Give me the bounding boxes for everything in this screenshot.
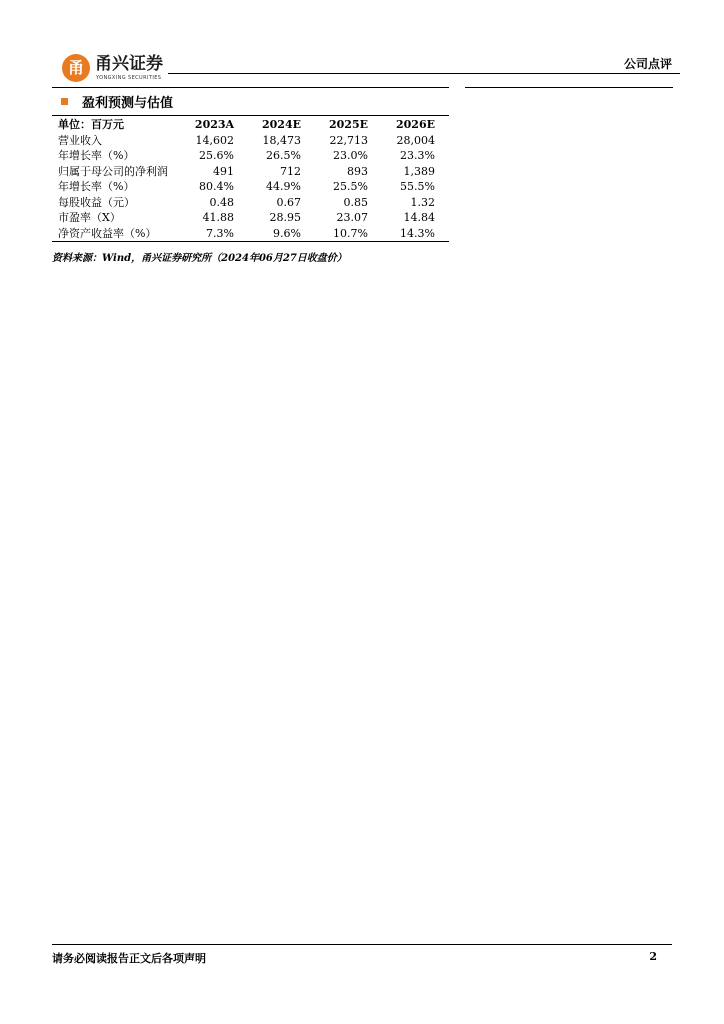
header-unit: 单位：百万元 xyxy=(58,118,124,131)
table-cell: 14,602 xyxy=(195,133,234,147)
table-cell: 18,473 xyxy=(262,133,301,147)
table-row xyxy=(52,133,449,149)
report-category: 公司点评 xyxy=(623,57,672,71)
table-row xyxy=(52,226,449,242)
company-logo xyxy=(62,54,182,84)
table-cell: 491 xyxy=(213,164,234,178)
table-source-note: 资料来源：Wind，甬兴证券研究所（2024年06月27日收盘价） xyxy=(52,253,347,264)
table-row xyxy=(52,195,449,211)
table-cell: 28,004 xyxy=(396,133,435,147)
table-row xyxy=(52,148,449,164)
table-cell: 23.0% xyxy=(333,149,368,162)
row-label: 每股收益（元） xyxy=(58,195,135,209)
footer-disclaimer: 请务必阅读报告正文后各项声明 xyxy=(52,952,206,965)
table-cell: 80.4% xyxy=(199,180,234,193)
sidebar-top-rule xyxy=(465,87,673,88)
row-label: 净资产收益率（%） xyxy=(52,226,181,242)
table-cell: 26.5% xyxy=(266,149,301,162)
header-2023a: 2023A xyxy=(194,118,235,131)
section-title-text: 盈利预测与估值 xyxy=(82,96,174,111)
footer-divider xyxy=(52,944,672,945)
row-label: 年增长率（%） xyxy=(58,149,135,162)
logo-chinese-name: 甬兴证券 xyxy=(95,54,163,74)
table-cell: 25.6% xyxy=(199,149,234,162)
table-cell: 1,389 xyxy=(403,164,435,178)
table-cell: 7.3% xyxy=(181,226,248,242)
table-header-row xyxy=(52,117,449,133)
table-cell: 0.67 xyxy=(276,195,301,209)
table-cell: 9.6% xyxy=(248,226,315,242)
table-cell: 23.3% xyxy=(400,149,435,162)
page-number: 2 xyxy=(649,950,657,963)
table-cell: 1.32 xyxy=(410,195,435,209)
section-top-rule xyxy=(52,87,449,88)
header-2024e: 2024E xyxy=(262,118,301,131)
header-2025e: 2025E xyxy=(329,118,368,131)
table-cell: 28.95 xyxy=(269,211,301,224)
row-label: 营业收入 xyxy=(58,133,102,147)
header-divider xyxy=(168,73,680,74)
financial-forecast-table xyxy=(52,117,449,242)
section-title xyxy=(61,92,173,111)
table-cell: 0.48 xyxy=(209,195,234,209)
row-label: 归属于母公司的净利润 xyxy=(58,164,168,178)
row-label: 市盈率（X） xyxy=(58,211,121,224)
table-cell: 14.84 xyxy=(403,211,435,224)
table-cell: 893 xyxy=(347,164,368,178)
table-cell: 22,713 xyxy=(329,133,368,147)
table-cell: 41.88 xyxy=(202,211,234,224)
row-label: 年增长率（%） xyxy=(58,180,135,193)
table-cell: 55.5% xyxy=(400,180,435,193)
table-cell: 23.07 xyxy=(336,211,368,224)
table-row xyxy=(52,164,449,180)
table-cell: 0.85 xyxy=(343,195,368,209)
header-2026e: 2026E xyxy=(396,118,435,131)
logo-english-name: YONGXING SECURITIES xyxy=(96,75,162,81)
table-cell: 25.5% xyxy=(333,180,368,193)
bullet-square-icon xyxy=(61,98,68,105)
table-row xyxy=(52,179,449,195)
table-cell: 712 xyxy=(280,164,301,178)
table-row xyxy=(52,210,449,226)
table-top-rule xyxy=(52,115,449,116)
table-cell: 14.3% xyxy=(382,226,449,242)
table-cell: 10.7% xyxy=(315,226,382,242)
logo-mark-icon: 甬 xyxy=(62,54,90,82)
table-cell: 44.9% xyxy=(266,180,301,193)
